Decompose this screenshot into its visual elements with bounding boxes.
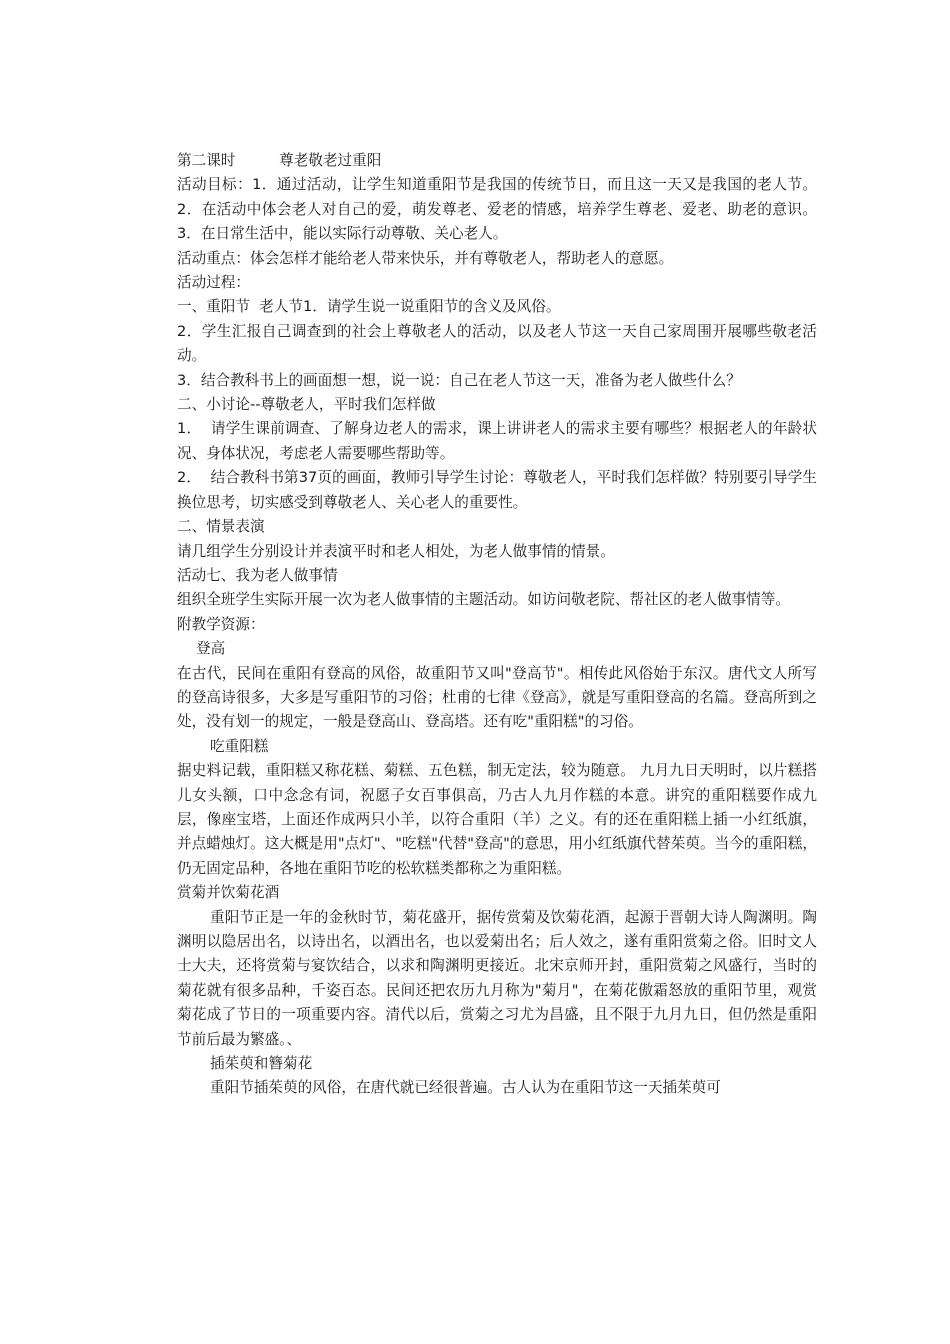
activity-goals: 活动目标：1．通过活动，让学生知道重阳节是我国的传统节日，而且这一天又是我国的老人节。2．在活动中体会老人对自己的爱，萌发尊老、爱老的情感，培养学生尊老、爱老、助老的意识。3．在日常生活中，能以实际行动尊敬、关心老人。 [177, 176, 817, 243]
resources-heading: 附教学资源： [177, 615, 265, 633]
section-1-heading: 一、重阳节 老人节1．请学生说一说重阳节的含义及风俗。 [177, 298, 561, 316]
lesson-title: 第二课时 尊老敬老过重阳 [177, 152, 382, 169]
climbing-text: 在古代，民间在重阳有登高的风俗，故重阳节又叫"登高节"。相传此风俗始于东汉。唐代文人所写的登高诗很多，大多是写重阳节的习俗；杜甫的七律《登高》，就是写重阳登高的名篇。登高所到之处，没有划一的规定，一般是登高山、登高塔。还有吃"重阳糕"的习俗。 [177, 664, 817, 731]
section-3-heading: 二、情景表演 [177, 518, 265, 536]
climbing-heading: 登高 [196, 640, 226, 658]
dogwood-text: 重阳节插茱萸的风俗，在唐代就已经很普遍。古人认为在重阳节这一天插茱萸可 [210, 1079, 721, 1097]
section-1-item-2: 2．学生汇报自己调查到的社会上尊敬老人的活动，以及老人节这一天自己家周围开展哪些敬老活动。 [177, 322, 817, 365]
activity-focus: 活动重点：体会怎样才能给老人带来快乐，并有尊敬老人，帮助老人的意愿。 [177, 249, 674, 267]
chrysanthemum-text: 重阳节正是一年的金秋时节，菊花盛开，据传赏菊及饮菊花酒，起源于晋朝大诗人陶渊明。陶渊明以隐居出名，以诗出名，以酒出名，也以爱菊出名；后人效之，遂有重阳赏菊之俗。旧时文人士大夫，还将赏菊与宴饮结合，以求和陶渊明更接近。北宋京师开封，重阳赏菊之风盛行，当时的菊花就有很多品种，千姿百态。民间还把农历九月称为"菊月"，在菊花傲霜怒放的重阳节里，观赏菊花成了节日的一项重要内容。清代以后，赏菊之习尤为昌盛，且不限于九月九日，但仍然是重阳节前后最为繁盛。、 [177, 908, 817, 1048]
cake-heading: 吃重阳糕 [210, 737, 269, 755]
section-2-item-1: 1． 请学生课前调查、了解身边老人的需求，课上讲讲老人的需求主要有哪些？根据老人的年龄状况、身体状况，考虑老人需要哪些帮助等。 [177, 420, 817, 462]
chrysanthemum-heading: 赏菊并饮菊花酒 [177, 884, 280, 902]
section-3-text: 请几组学生分别设计并表演平时和老人相处，为老人做事情的情景。 [177, 542, 615, 560]
activity-7-text: 组织全班学生实际开展一次为老人做事情的主题活动。如访问敬老院、帮社区的老人做事情等。 [177, 591, 790, 609]
activity-7-heading: 活动七、我为老人做事情 [177, 566, 338, 584]
activity-process-heading: 活动过程： [177, 274, 250, 292]
section-2-heading: 二、小讨论--尊敬老人，平时我们怎样做 [177, 396, 436, 414]
section-2-item-2: 2． 结合教科书第37页的画面，教师引导学生讨论：尊敬老人，平时我们怎样做？特别要引导学生换位思考，切实感受到尊敬老人、关心老人的重要性。 [177, 469, 817, 511]
document-body [177, 149, 817, 1101]
dogwood-heading: 插茱萸和簪菊花 [210, 1055, 313, 1073]
cake-text: 据史料记载，重阳糕又称花糕、菊糕、五色糕，制无定法，较为随意。 九月九日天明时，以片糕搭儿女头额，口中念念有词，祝愿子女百事俱高，乃古人九月作糕的本意。讲究的重阳糕要作成九层，像座宝塔，上面还作成两只小羊，以符合重阳（羊）之义。有的还在重阳糕上插一小红纸旗，并点蜡烛灯。这大概是用"点灯"、"吃糕"代替"登高"的意思，用小红纸旗代替茱萸。当今的重阳糕，仍无固定品种，各地在重阳节吃的松软糕类都称之为重阳糕。 [177, 762, 817, 877]
section-1-item-3: 3．结合教科书上的画面想一想，说一说：自己在老人节这一天，准备为老人做些什么？ [177, 371, 741, 389]
